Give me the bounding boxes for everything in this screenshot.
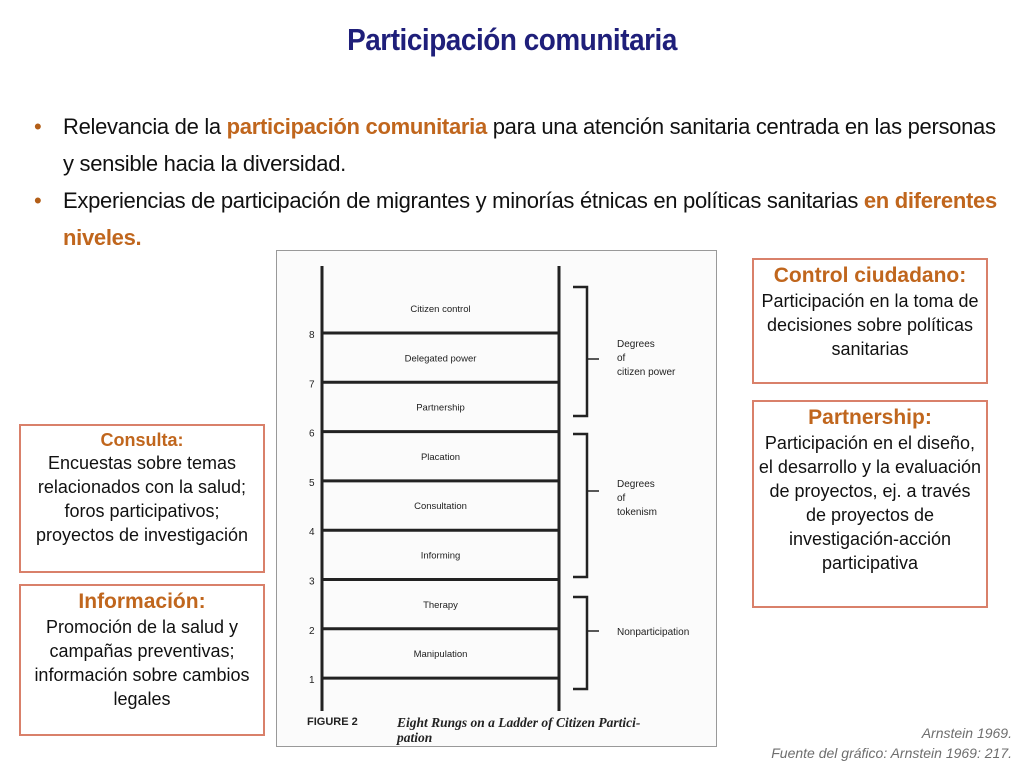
bullet-text: para una atención sanitaria centrada en las personas y sensible hacia la diversidad.	[63, 114, 996, 176]
bullet-item-experiencias	[30, 182, 1000, 256]
rung-number: 2	[309, 625, 315, 637]
group-label-tokenism: Degrees of tokenism	[617, 479, 658, 518]
box-consulta	[19, 424, 265, 573]
rung-label: Partnership	[416, 402, 465, 414]
page-title: Participación comunitaria	[347, 22, 677, 57]
box-heading: Partnership:	[808, 406, 932, 429]
figure-caption-text: Eight Rungs on a Ladder of Citizen Partici-	[397, 715, 641, 730]
ladder-rungs	[309, 304, 559, 686]
box-control-ciudadano	[752, 258, 988, 384]
box-informacion	[19, 584, 265, 736]
credit-line-2: Fuente del gráfico: Arnstein 1969: 217.	[771, 745, 1012, 761]
box-heading: Control ciudadano:	[773, 264, 967, 287]
bracket-power	[573, 287, 587, 416]
bullet-dot-icon: •	[34, 188, 42, 213]
bracket-tokenism	[573, 434, 587, 577]
figure-caption-label: FIGURE 2	[307, 716, 358, 728]
figure-caption-text-2: pation	[397, 730, 433, 745]
rung-label: Delegated power	[404, 353, 477, 365]
bullet-highlight: en diferentes niveles.	[63, 188, 997, 250]
box-heading: Información:	[78, 590, 206, 613]
bracket-non	[573, 597, 587, 689]
bullet-list	[30, 108, 1000, 256]
rung-label: Informing	[420, 550, 461, 562]
box-body: Promoción de la salud y campañas preventivas; información sobre cambios legales	[34, 617, 250, 709]
bullet-item-relevancia	[30, 108, 1000, 182]
group-label-power: Degrees of citizen power	[617, 339, 676, 378]
box-body: Participación en la toma de decisiones sobre políticas sanitarias	[761, 291, 979, 359]
rung-label: Citizen control	[410, 304, 471, 315]
credit-line-1: Arnstein 1969.	[921, 725, 1012, 741]
box-body: Encuestas sobre temas relacionados con la salud; foros participativos; proyectos de investigación	[35, 453, 249, 545]
bullet-text: Experiencias de participación de migrantes y minorías étnicas en políticas sanitarias	[63, 188, 864, 213]
rung-label: Consultation	[414, 501, 467, 513]
group-label-non: Nonparticipation	[617, 627, 690, 638]
rung-number: 8	[309, 330, 315, 341]
rung-number: 1	[309, 675, 315, 687]
rung-label: Placation	[420, 451, 461, 463]
rung-number: 3	[309, 576, 315, 588]
rung-number: 4	[309, 527, 315, 539]
box-heading: Consulta:	[100, 430, 184, 450]
box-body: Participación en el diseño, el desarrollo y la evaluación de proyectos, ej. a través de proyectos de investigación-acción participativa	[758, 433, 982, 573]
rung-number: 7	[309, 379, 315, 391]
ladder-figure	[276, 250, 717, 747]
rung-label: Manipulation	[413, 649, 468, 661]
rung-label: Therapy	[423, 599, 458, 611]
rung-number: 6	[309, 428, 315, 440]
bullet-text: Relevancia de la	[63, 114, 227, 139]
bullet-highlight: participación comunitaria	[226, 114, 487, 139]
rung-number: 5	[309, 477, 315, 489]
box-partnership	[752, 400, 988, 608]
bullet-dot-icon: •	[34, 114, 42, 139]
